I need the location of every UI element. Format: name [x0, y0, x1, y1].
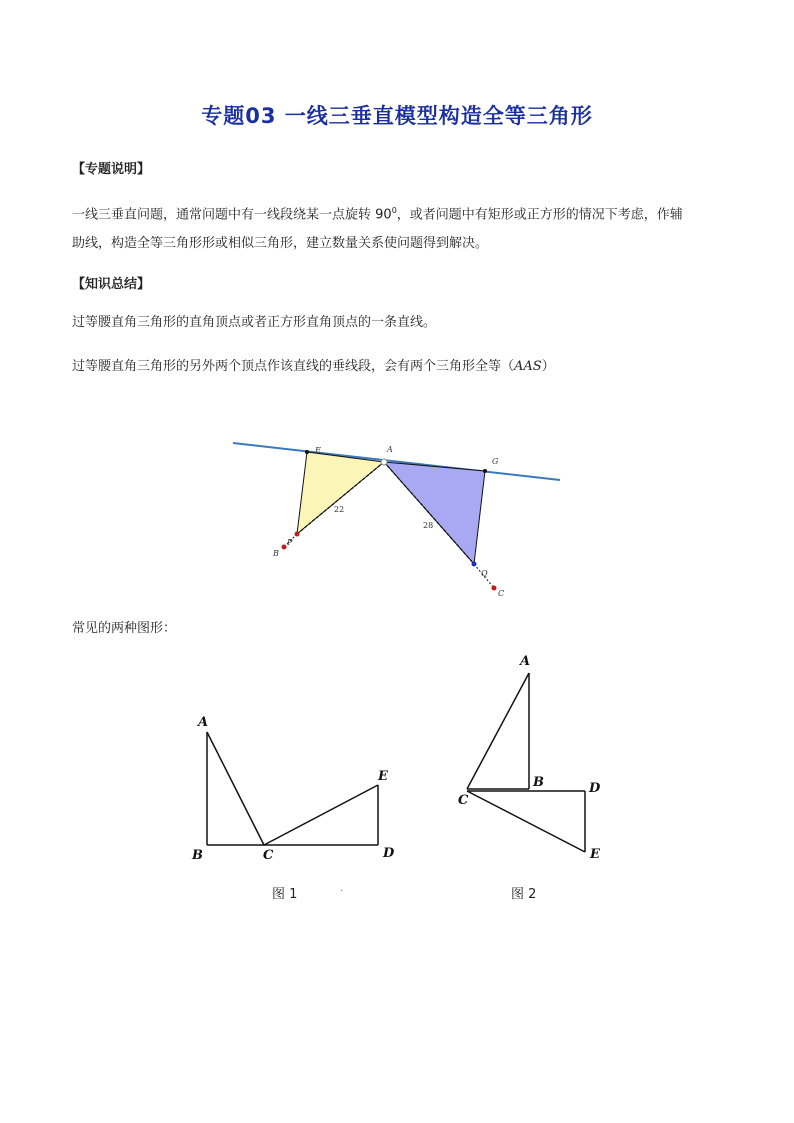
point-q — [472, 562, 477, 567]
intro-line2-text: 助线，构造全等三角形形或相似三角形，建立数量关系使问题得到解决。 — [72, 236, 489, 252]
label-b: B — [273, 549, 279, 558]
fig1-label-d: D — [383, 846, 395, 861]
label-p: P — [287, 538, 293, 547]
blue-triangle — [384, 462, 485, 564]
point-e — [305, 450, 309, 454]
intro-superscript: 0 — [391, 206, 397, 215]
fig2-label-b: B — [533, 775, 544, 790]
summary-line-2-text: 过等腰直角三角形的另外两个顶点作该直线的垂线段，会有两个三角形全等（ — [72, 359, 515, 374]
section-heading-description: 【专题说明】 — [72, 162, 151, 177]
common-shapes-label: 常见的两种图形： — [72, 621, 177, 636]
summary-line-2-close: ） — [541, 359, 555, 374]
length-label-28: 28 — [423, 521, 434, 530]
label-a: A — [387, 445, 393, 454]
fig2-label-c: C — [458, 793, 469, 808]
common-shapes-figures — [180, 650, 620, 870]
figure-1-caption: 图 1 — [272, 887, 298, 902]
label-e: E — [315, 446, 321, 455]
label-g: G — [492, 457, 499, 466]
figure-2 — [458, 654, 601, 862]
length-label-22: 22 — [334, 505, 345, 514]
point-c — [492, 586, 497, 591]
point-b — [282, 545, 287, 550]
figure-2-caption: 图 2 — [511, 887, 537, 902]
stray-dot: . — [340, 883, 344, 894]
intro-paragraph — [72, 196, 722, 258]
fig2-label-d: D — [589, 781, 601, 796]
fig1-label-c: C — [263, 848, 274, 863]
section-heading-summary: 【知识总结】 — [72, 277, 151, 292]
intro-line1-text: 一线三垂直问题，通常问题中有一线段绕某一点旋转 90 — [72, 207, 392, 223]
page-title: 专题03 一线三垂直模型构造全等三角形 — [201, 104, 593, 128]
fig1-label-e: E — [378, 769, 388, 784]
summary-line-2 — [72, 352, 722, 381]
point-g — [483, 469, 487, 473]
aas-label: AAS — [514, 359, 542, 374]
fig2-label-e: E — [590, 847, 600, 862]
congruent-triangles-figure — [230, 436, 570, 606]
fig1-label-a: A — [198, 715, 209, 730]
summary-line-1: 过等腰直角三角形的直角顶点或者正方形直角顶点的一条直线。 — [72, 315, 437, 330]
label-c: C — [498, 589, 505, 598]
figure-1 — [191, 715, 395, 863]
fig2-label-a: A — [520, 654, 531, 669]
point-a — [381, 459, 387, 465]
intro-line1-rest: ，或者问题中有矩形或正方形的情况下考虑，作辅 — [396, 207, 683, 223]
label-q: Q — [481, 569, 488, 578]
fig1-label-b: B — [192, 848, 203, 863]
yellow-triangle — [297, 452, 384, 534]
point-p — [295, 532, 300, 537]
